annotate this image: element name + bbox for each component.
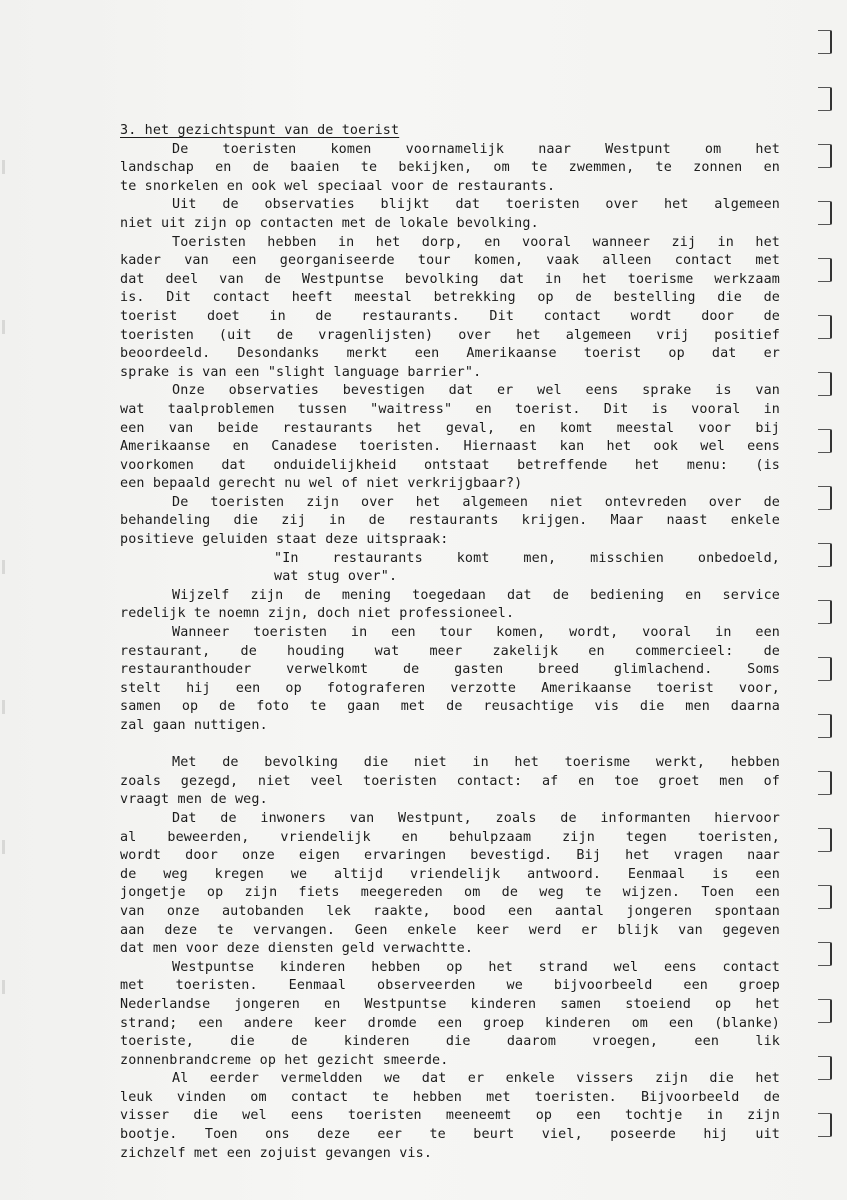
text-line: Dat de inwoners van Westpunt, zoals de informanten hiervoor [172, 810, 780, 826]
text-line: sprake is van een "slight language barrier". [120, 364, 482, 380]
binder-ring [818, 657, 832, 681]
text-line: positieve geluiden staat deze uitspraak: [120, 532, 449, 548]
binder-ring [818, 30, 832, 54]
binder-ring [818, 600, 832, 624]
text-line: redelijk te noemn zijn, doch niet professioneel. [120, 606, 515, 622]
text-line: Al eerder vermeldden we dat er enkele vissers zijn die het [172, 1071, 780, 1087]
paragraph-lines [120, 141, 780, 1164]
binder-ring [818, 828, 832, 852]
text-line: leuk vinden om contact te hebben met toeristen. Bijvoorbeeld de [120, 1089, 780, 1105]
text-line: restaurant, de houding wat meer zakelijk en commercieel: de [120, 643, 780, 659]
text-line: kader van een georganiseerde tour komen, vaak alleen contact met [120, 253, 780, 269]
text-line: aan deze te vervangen. Geen enkele keer werd er blijk van gegeven [120, 922, 780, 938]
binder-ring [818, 372, 832, 396]
binder-ring [818, 315, 832, 339]
text-line: landschap en de baaien te bekijken, om te zwemmen, te zonnen en [120, 160, 780, 176]
binder-ring [818, 429, 832, 453]
binder-ring [818, 999, 832, 1023]
text-line: de weg kregen we altijd vriendelijk antwoord. Eenmaal is een [120, 866, 780, 882]
text-line: dat deel van de Westpuntse bevolking dat in het toerisme werkzaam [120, 271, 780, 287]
text-line: Uit de observaties blijkt dat toeristen over het algemeen [172, 197, 780, 213]
text-line: te snorkelen en ook wel speciaal voor de restaurants. [120, 178, 556, 194]
text-line: Onze observaties bevestigen dat er wel eens sprake is van [172, 383, 780, 399]
edge-mark [2, 160, 5, 174]
text-line: jongetje op zijn fiets meegereden om de weg te wijzen. Toen een [120, 885, 780, 901]
text-line: Wijzelf zijn de mening toegedaan dat de bediening en service [172, 587, 780, 603]
text-line: De toeristen komen voornamelijk naar Westpunt om het [172, 141, 780, 157]
text-line: is. Dit contact heeft meestal betrekking op de bestelling die de [120, 290, 780, 306]
binder-ring [818, 258, 832, 282]
text-line: een van beide restaurants het geval, en komt meestal voor bij [120, 420, 780, 436]
binder-ring [818, 714, 832, 738]
text-line: De toeristen zijn over het algemeen niet ontevreden over de [172, 494, 780, 510]
binder-ring [818, 144, 832, 168]
text-line: wat stug over". [274, 569, 398, 585]
text-line: toerist doet in de restaurants. Dit contact wordt door de [120, 308, 780, 324]
text-line: wordt door onze eigen ervaringen bevestigd. Bij het vragen naar [120, 848, 780, 864]
text-line: dat men voor deze diensten geld verwachtte. [120, 941, 474, 957]
binder-ring [818, 1056, 832, 1080]
edge-mark [2, 840, 5, 854]
edge-mark [2, 560, 5, 574]
edge-mark [2, 320, 5, 334]
section-heading: 3. het gezichtspunt van de toerist [120, 123, 400, 138]
text-line: een bepaald gerecht nu wel of niet verkrijgbaar?) [120, 476, 523, 492]
scan-edge-marks [0, 0, 8, 1200]
text-line: zal gaan nuttigen. [120, 718, 268, 733]
binder-ring [818, 885, 832, 909]
text-line: toeriste, die de kinderen die daarom vroegen, een lik [120, 1034, 780, 1050]
text-line: Toeristen hebben in het dorp, en vooral wanneer zij in het [172, 234, 780, 250]
binder-ring [818, 1113, 832, 1137]
text-line: van onze autobanden lek raakte, bood een aantal jongeren spontaan [120, 903, 780, 919]
text-line: al beweerden, vriendelijk en behulpzaam zijn tegen toeristen, [120, 829, 780, 845]
text-line: Amerikaanse en Canadese toeristen. Hiernaast kan het ook wel eens [120, 439, 780, 455]
section-body [120, 122, 780, 1163]
text-line: Wanneer toeristen in een tour komen, wordt, vooral in een [172, 625, 780, 641]
binder-ring [818, 87, 832, 111]
edge-mark [2, 700, 5, 714]
paragraph-gap [120, 736, 780, 755]
text-line: samen op de foto te gaan met de reusachtige vis die men daarna [120, 699, 780, 715]
text-line: Met de bevolking die niet in het toerisme werkt, hebben [172, 755, 780, 771]
binder-rings [818, 30, 836, 1180]
text-line: Westpuntse kinderen hebben op het strand wel eens contact [172, 959, 780, 975]
text-line: zonnenbrandcreme op het gezicht smeerde. [120, 1052, 449, 1068]
binder-ring [818, 942, 832, 966]
text-line: "In restaurants komt men, misschien onbedoeld, [274, 550, 780, 566]
text-line: restauranthouder verwelkomt de gasten breed glimlachend. Soms [120, 662, 780, 678]
text-line: strand; een andere keer dromde een groep kinderen om een (blanke) [120, 1015, 780, 1031]
text-line: niet uit zijn op contacten met de lokale bevolking. [120, 215, 539, 231]
text-line: met toeristen. Eenmaal observeerden we bijvoorbeeld een groep [120, 978, 780, 994]
text-line: wat taalproblemen tussen "waitress" en toerist. Dit is vooral in [120, 401, 780, 417]
text-line: behandeling die zij in de restaurants krijgen. Maar naast enkele [120, 513, 780, 529]
binder-ring [818, 201, 832, 225]
text-line: zichzelf met een zojuist gevangen vis. [120, 1145, 433, 1161]
binder-ring [818, 486, 832, 510]
text-line: bootje. Toen ons deze eer te beurt viel, poseerde hij uit [120, 1127, 780, 1143]
text-line: zoals gezegd, niet veel toeristen contact: af en toe groet men of [120, 773, 780, 789]
edge-mark [2, 980, 5, 994]
text-line: Nederlandse jongeren en Westpuntse kinderen samen stoeiend op het [120, 996, 780, 1012]
text-line: beoordeeld. Desondanks merkt een Amerikaanse toerist op dat er [120, 346, 780, 362]
text-line: toeristen (uit de vragenlijsten) over het algemeen vrij positief [120, 327, 780, 343]
binder-ring [818, 771, 832, 795]
text-line: visser die wel eens toeristen meeneemt op een tochtje in zijn [120, 1108, 780, 1124]
binder-ring [818, 543, 832, 567]
text-line: stelt hij een op fotograferen verzotte Amerikaanse toerist voor, [120, 680, 780, 696]
text-line: voorkomen dat onduidelijkheid ontstaat betreffende het menu: (is [120, 457, 780, 473]
text-line: vraagt men de weg. [120, 792, 268, 808]
